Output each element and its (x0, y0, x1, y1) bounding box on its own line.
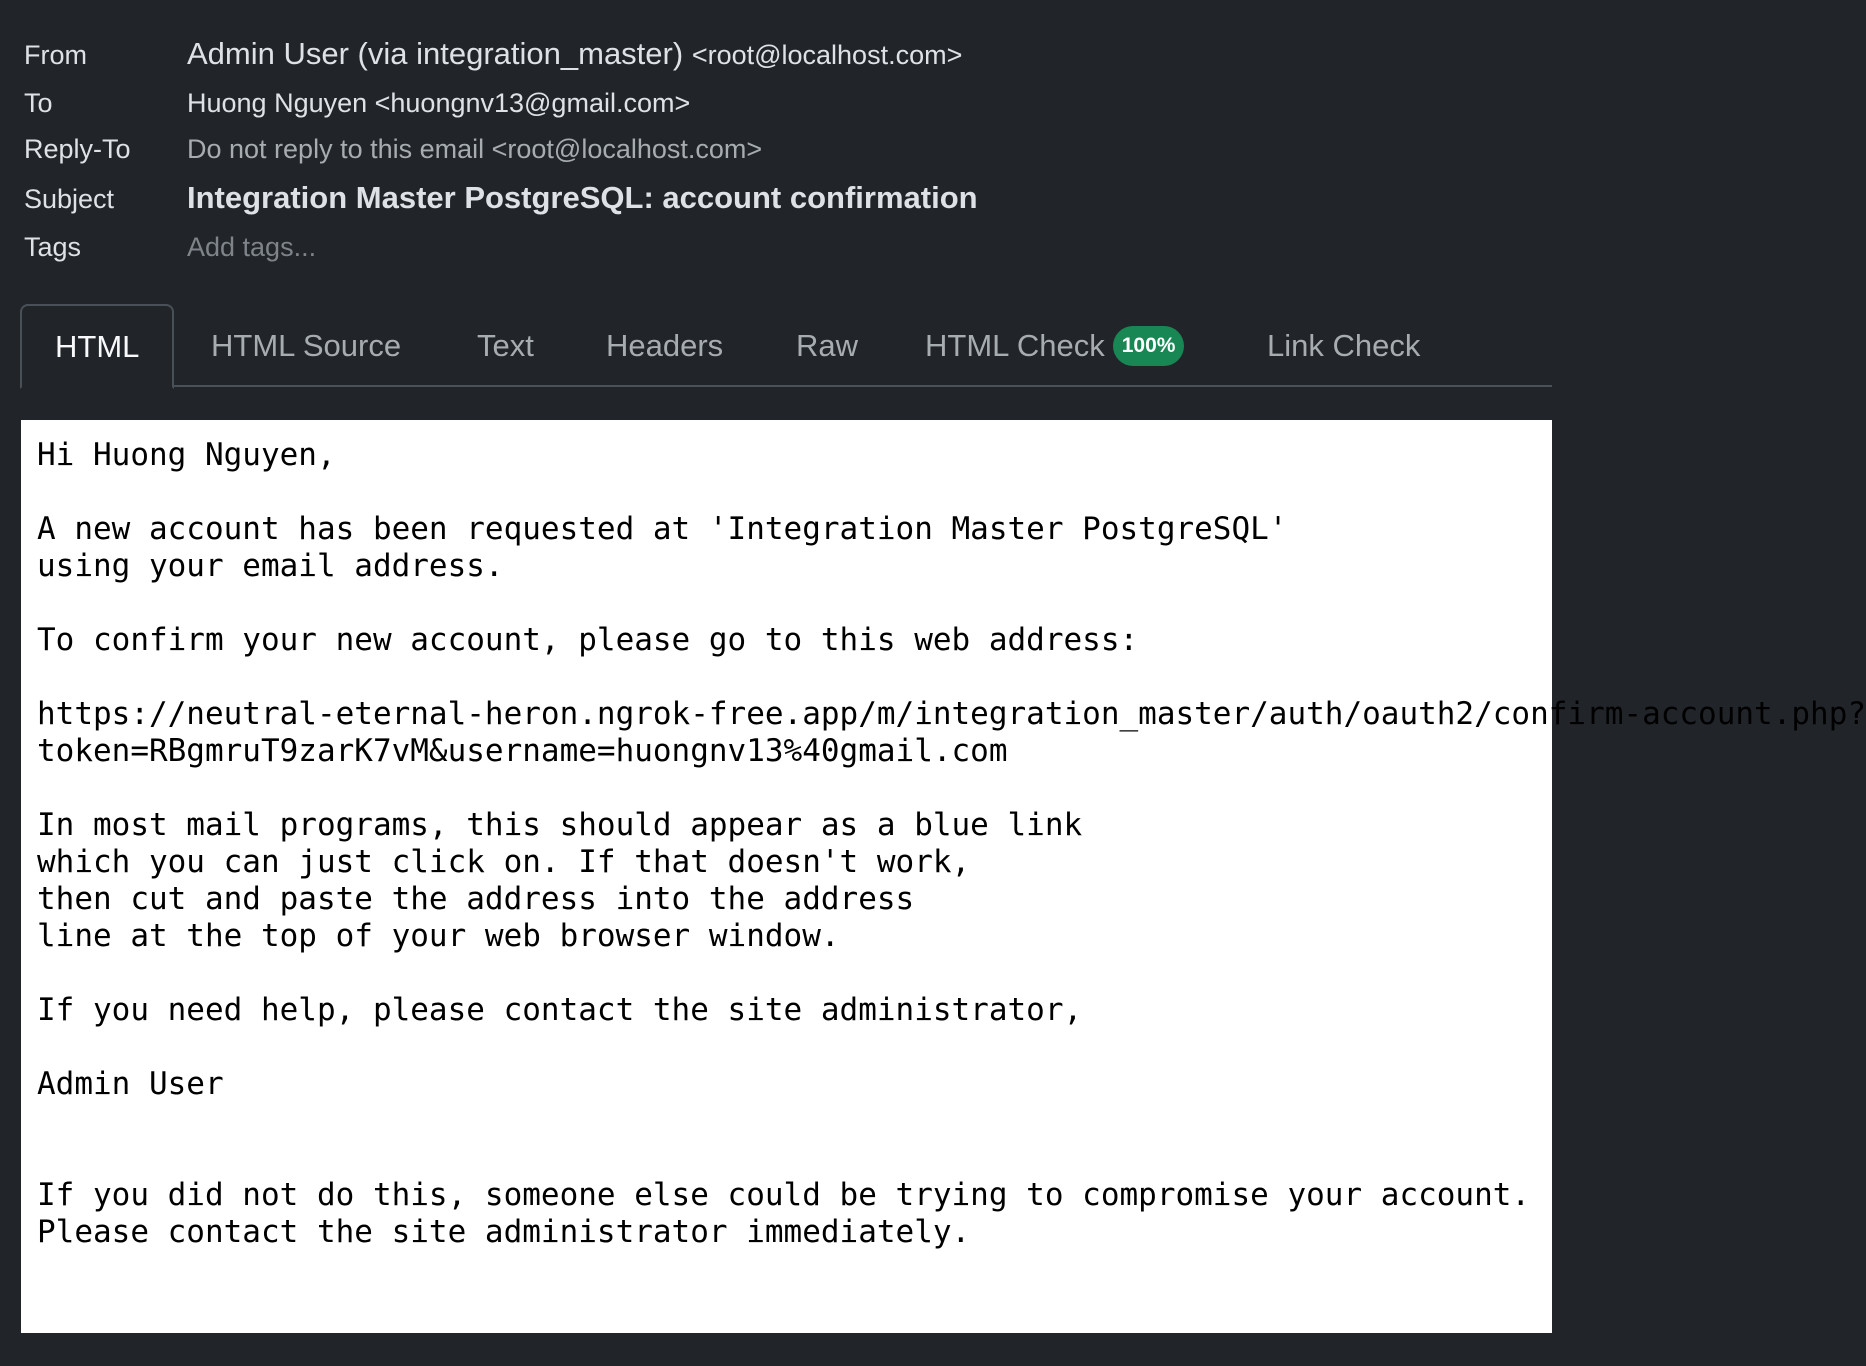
tags-label: Tags (24, 232, 82, 262)
tab-html-check-label: HTML Check (925, 328, 1105, 363)
tab-html-source[interactable] (211, 304, 401, 387)
to-value: Huong Nguyen <huongnv13@gmail.com> (187, 88, 691, 118)
from-name: Admin User (via integration_master) (187, 36, 684, 71)
view-tabs (20, 304, 1552, 387)
tags-row (24, 232, 1524, 263)
subject-label: Subject (24, 184, 115, 214)
tab-link-check[interactable] (1267, 304, 1420, 387)
message-preview (21, 420, 1866, 1333)
tags-input[interactable]: Add tags... (187, 232, 317, 262)
tab-raw[interactable] (796, 304, 858, 387)
tab-html[interactable] (20, 304, 174, 389)
reply-to-label: Reply-To (24, 134, 131, 164)
html-check-score-badge: 100% (1113, 326, 1185, 366)
to-label: To (24, 88, 53, 118)
from-value (187, 36, 962, 72)
tab-text-label: Text (477, 328, 534, 363)
subject-value: Integration Master PostgreSQL: account confirmation (187, 180, 978, 215)
tab-link-check-label: Link Check (1267, 328, 1421, 363)
tab-headers[interactable] (606, 304, 723, 387)
from-row (24, 36, 1524, 72)
message-body: Hi Huong Nguyen, A new account has been requested at 'Integration Master PostgreSQL' using your email address. To confirm your new account, please go to this web address: https://neutral-eternal-heron.ngrok-free.app/m/integration_master/auth/oauth2/confirm-account.php? token=RBgmruT9zarK7vM&username=huongnv13%40gmail.com In most mail programs, this should appear as a blue link which you can just click on. If that doesn't work, then cut and paste the address into the address line at the top of your web browser window. If you need help, please contact the site administrator, Admin User If you did not do this, someone else could be trying to compromise your account. Please contact the site administrator immediately. (37, 437, 1866, 1250)
tab-raw-label: Raw (796, 328, 859, 363)
tab-html-label: HTML (55, 329, 140, 364)
tab-html-check[interactable] (925, 304, 1184, 387)
tab-html-source-label: HTML Source (211, 328, 402, 363)
from-address: <root@localhost.com> (691, 40, 963, 70)
tab-headers-label: Headers (606, 328, 724, 363)
tab-text[interactable] (477, 304, 534, 387)
to-row (24, 88, 1524, 119)
reply-to-value: Do not reply to this email <root@localhost.com> (187, 134, 763, 164)
from-label: From (24, 40, 87, 70)
reply-to-row (24, 134, 1524, 165)
subject-row (24, 180, 1524, 216)
